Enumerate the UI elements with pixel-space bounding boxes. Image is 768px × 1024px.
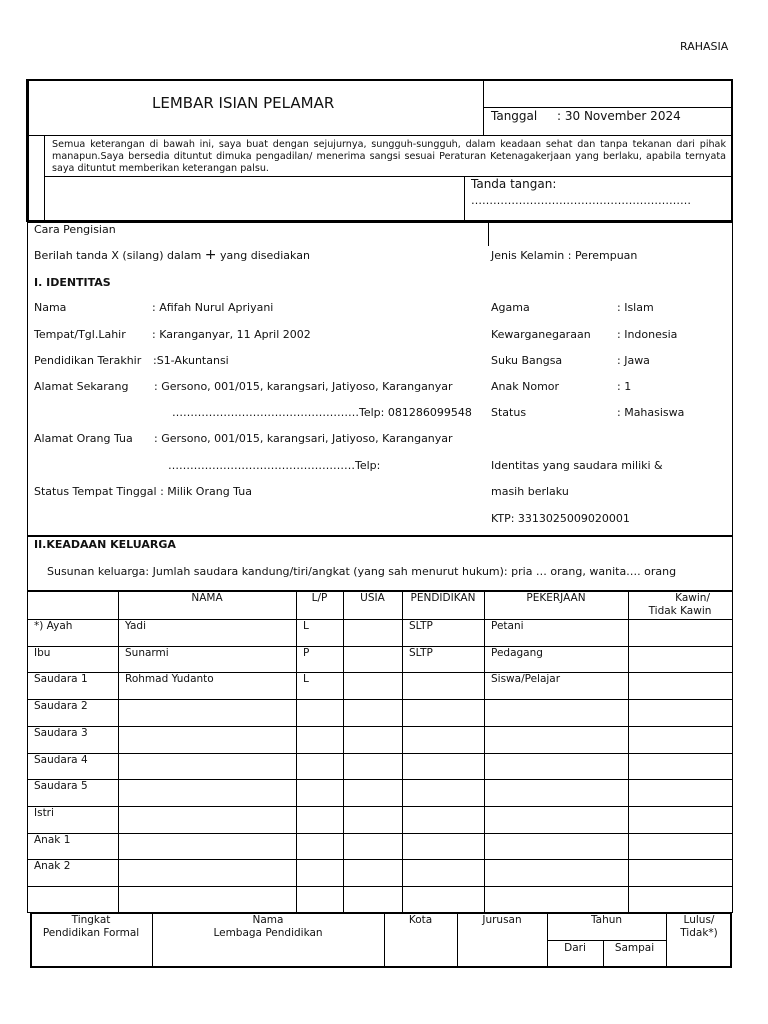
- date-label: Tanggal: [491, 109, 538, 123]
- ethnicity-value[interactable]: : Jawa: [617, 354, 650, 367]
- confidential-label: RAHASIA: [680, 40, 729, 53]
- family-row-relation: Saudara 4: [34, 753, 88, 766]
- current-address-label: Alamat Sekarang: [34, 380, 129, 393]
- family-header-gender: L/P: [311, 592, 328, 604]
- checkbox-icon: +: [204, 247, 217, 263]
- nationality-label: Kewarganegaraan: [491, 328, 591, 341]
- family-cell-name[interactable]: Rohmad Yudanto: [125, 673, 214, 686]
- signature-label: Tanda tangan:: [471, 177, 557, 191]
- parent-phone-field[interactable]: ……………………………………………Telp:: [168, 459, 381, 472]
- family-cell-occupation[interactable]: Petani: [491, 620, 524, 632]
- education-value[interactable]: :S1-Akuntansi: [153, 354, 229, 367]
- religion-label: Agama: [491, 301, 530, 314]
- family-row-relation: Anak 2: [34, 860, 71, 873]
- family-header-education: PENDIDIKAN: [410, 592, 476, 604]
- family-row-relation: Ibu: [34, 646, 51, 659]
- family-header-occupation: PEKERJAAN: [526, 592, 586, 604]
- edu-header-graduated: Lulus/ Tidak*): [680, 914, 718, 939]
- family-section-title: II.KEADAAN KELUARGA: [34, 538, 176, 551]
- family-row-relation: Istri: [34, 806, 54, 819]
- gender-field[interactable]: Jenis Kelamin : Perempuan: [491, 249, 638, 262]
- education-label: Pendidikan Terakhir: [34, 354, 142, 367]
- id-doc-line1: Identitas yang saudara miliki &: [491, 459, 663, 472]
- current-address-value[interactable]: : Gersono, 001/015, karangsari, Jatiyoso, Karanganyar: [154, 380, 453, 393]
- family-row-relation: Saudara 2: [34, 700, 88, 713]
- nationality-value[interactable]: : Indonesia: [617, 328, 678, 341]
- edu-header-institution: Nama Lembaga Pendidikan: [213, 914, 323, 939]
- name-label: Nama: [34, 301, 67, 314]
- signature-field[interactable]: ……………………………………………………: [471, 194, 691, 207]
- family-row-relation: Saudara 3: [34, 726, 88, 739]
- edu-header-from: Dari: [564, 942, 586, 954]
- ktp-number[interactable]: KTP: 3313025009020001: [491, 512, 630, 525]
- family-cell-name[interactable]: Sunarmi: [125, 646, 169, 659]
- family-cell-education[interactable]: SLTP: [409, 646, 433, 659]
- family-cell-name[interactable]: Yadi: [125, 620, 146, 632]
- name-value[interactable]: : Afifah Nurul Apriyani: [152, 301, 274, 314]
- family-row-relation: Saudara 5: [34, 780, 88, 793]
- birth-value[interactable]: : Karanganyar, 11 April 2002: [152, 328, 311, 341]
- edu-header-level: Tingkat Pendidikan Formal: [42, 914, 140, 939]
- edu-header-to: Sampai: [614, 942, 655, 954]
- date-value[interactable]: : 30 November 2024: [557, 109, 681, 123]
- family-cell-gender[interactable]: L: [303, 673, 309, 686]
- family-cell-occupation[interactable]: Siswa/Pelajar: [491, 673, 561, 686]
- parent-address-value[interactable]: : Gersono, 001/015, karangsari, Jatiyoso, Karanganyar: [154, 432, 453, 445]
- status-label: Status: [491, 406, 527, 419]
- instructions-title: Cara Pengisian: [34, 223, 116, 236]
- family-row-relation: Saudara 1: [34, 673, 88, 686]
- edu-header-city: Kota: [408, 914, 433, 926]
- family-cell-gender[interactable]: P: [303, 646, 310, 659]
- identity-section-title: I. IDENTITAS: [34, 276, 111, 289]
- family-row-relation: Anak 1: [34, 833, 71, 846]
- family-summary: Susunan keluarga: Jumlah saudara kandung/tiri/angkat (yang sah menurut hukum): pria … orang, wanita…. orang: [47, 565, 677, 578]
- family-header-name: NAMA: [191, 592, 223, 604]
- ethnicity-label: Suku Bangsa: [491, 354, 563, 367]
- family-header-age: USIA: [360, 592, 385, 604]
- statement-text: Semua keterangan di bawah ini, saya buat dengan sejujurnya, sungguh-sungguh, dalam keadaan sehat dan tanpa tekanan dari pihak manapun.Saya bersedia dituntut dimuka pengadilan/ menerima sangsi sesuai Peraturan Ketenagakerjaan yang berlaku, apabila ternyata saya dituntut memberikan keterangan palsu.: [52, 139, 726, 174]
- child-number-label: Anak Nomor: [491, 380, 560, 393]
- id-doc-line2: masih berlaku: [491, 485, 569, 498]
- religion-value[interactable]: : Islam: [617, 301, 654, 314]
- family-row-relation: *) Ayah: [34, 620, 73, 632]
- edu-header-year: Tahun: [590, 914, 623, 926]
- residence-status[interactable]: Status Tempat Tinggal : Milik Orang Tua: [34, 485, 252, 498]
- form-title: LEMBAR ISIAN PELAMAR: [152, 94, 335, 112]
- family-cell-education[interactable]: SLTP: [409, 620, 433, 632]
- family-cell-gender[interactable]: L: [303, 620, 309, 632]
- family-header-marital: Kawin/ Tidak Kawin: [648, 592, 712, 617]
- current-phone-field[interactable]: ……………………………………………Telp: 081286099548: [172, 406, 472, 419]
- status-value[interactable]: : Mahasiswa: [617, 406, 685, 419]
- edu-header-major: Jurusan: [482, 914, 522, 926]
- parent-address-label: Alamat Orang Tua: [34, 432, 133, 445]
- child-number-value[interactable]: : 1: [617, 380, 632, 393]
- instructions-text: Berilah tanda X (silang) dalam + yang disediakan: [34, 247, 310, 263]
- family-cell-occupation[interactable]: Pedagang: [491, 646, 543, 659]
- birth-label: Tempat/Tgl.Lahir: [34, 328, 126, 341]
